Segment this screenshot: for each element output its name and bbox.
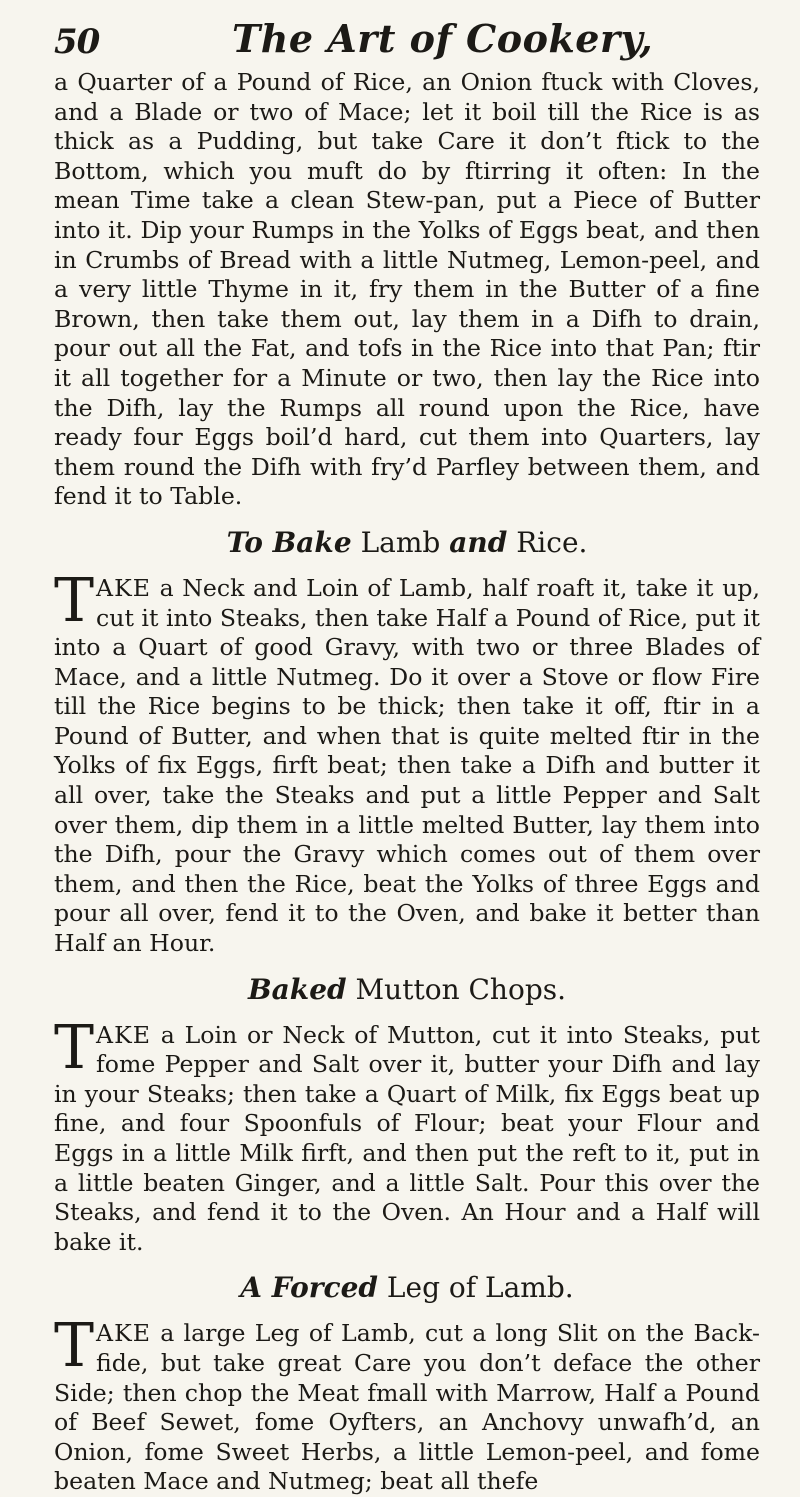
recipe-title-roman-2: Rice. [516, 525, 588, 559]
recipe-title [54, 1271, 760, 1305]
recipe-title-roman: Lamb [360, 525, 441, 559]
recipe-body-text: a large Leg of Lamb, cut a long Slit on the Back-fide, but take great Care you don’t deface the other Side; then chop the Meat fmall with Marrow, Half a Pound of Beef Sewet, fome Oyfters, an Anchovy unwafh’d, an Onion, fome Sweet Herbs, a little Lemon-peel, and fome beaten Mace and Nutmeg; beat all thefe [54, 1319, 760, 1496]
recipe-title-italic: To Bake [226, 525, 352, 559]
recipe-title-italic: Baked [247, 972, 347, 1006]
recipe-bake-lamb-and-rice [54, 526, 760, 959]
recipe-body [54, 1311, 760, 1497]
page-number: 50 [54, 22, 100, 62]
recipe-body [54, 1012, 760, 1258]
drop-cap: T [54, 565, 95, 636]
recipe-title [54, 973, 760, 1007]
recipe-title-italic-2: and [449, 525, 508, 559]
recipe-first-word: AKE [96, 1020, 151, 1049]
recipe-body-text: a Loin or Neck of Mutton, cut it into Steaks, put fome Pepper and Salt over it, butter your Difh and lay in your Steaks; then take a Quart of Milk, fix Eggs beat up fine, and four Spoonfuls of Flour; beat your Flour and Eggs in a little Milk firft, and then put the reft to it, put in a little beaten Ginger, and a little Salt. Pour this over the Steaks, and fend it to the Oven. An Hour and a Half will bake it. [54, 1020, 760, 1256]
recipe-forced-leg-of-lamb [54, 1271, 760, 1497]
recipe-title-italic: A Forced [240, 1271, 378, 1305]
drop-cap: T [54, 1012, 95, 1083]
running-head [54, 12, 760, 68]
drop-cap: T [54, 1311, 95, 1382]
recipe-baked-mutton-chops [54, 973, 760, 1258]
recipe-title [54, 526, 760, 560]
recipe-body-text: a Neck and Loin of Lamb, half roaft it, take it up, cut it into Steaks, then take Half a Pound of Rice, put it into a Quart of good Gravy, with two or three Blades of Mace, and a little Nutmeg. Do it over a Stove or flow Fire till the Rice begins to be thick; then take it off, ftir in a Pound of Butter, and when that is quite melted ftir in the Yolks of fix Eggs, firft beat; then take a Difh and butter it all over, take the Steaks and put a little Pepper and Salt over them, dip them in a little melted Butter, lay them into the Difh, pour the Gravy which comes out of them over them, and then the Rice, beat the Yolks of three Eggs and pour all over, fend it to the Oven, and bake it better than Half an Hour. [54, 573, 760, 958]
recipe-title-roman: Leg of Lamb. [386, 1271, 574, 1305]
recipe-title-roman: Mutton Chops. [355, 972, 567, 1006]
recipe-body [54, 565, 760, 959]
book-title: The Art of Cookery, [232, 16, 654, 61]
recipe-first-word: AKE [96, 1319, 151, 1348]
continued-recipe-text: a Quarter of a Pound of Rice, an Onion ftuck with Cloves, and a Blade or two of Mace; let it boil till the Rice is as thick as a Pudding, but take Care it don’t ftick to the Bottom, which you muft do by ftirring it often: In the mean Time take a clean Stew-pan, put a Piece of Butter into it. Dip your Rumps in the Yolks of Eggs beat, and then in Crumbs of Bread with a little Nutmeg, Lemon-peel, and a very little Thyme in it, fry them in the Butter of a fine Brown, then take them out, lay them in a Difh to drain, pour out all the Fat, and tofs in the Rice into that Pan; ftir it all together for a Minute or two, then lay the Rice into the Difh, lay the Rumps all round upon the Rice, have ready four Eggs boil’d hard, cut them into Quarters, lay them round the Difh with fry’d Parfley between them, and fend it to Table. [54, 68, 760, 511]
recipe-first-word: AKE [96, 573, 151, 602]
